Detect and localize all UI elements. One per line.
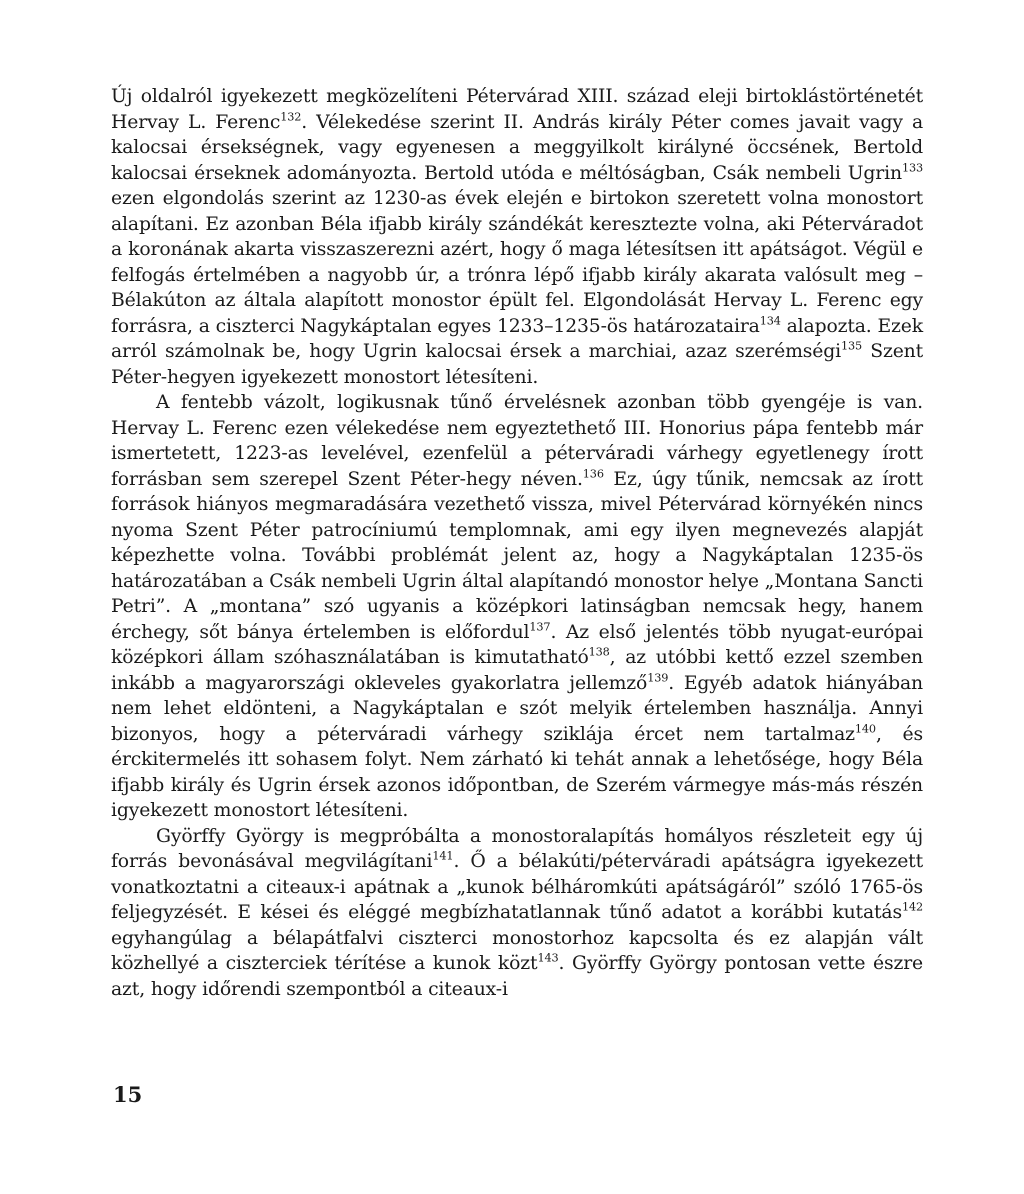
- footnote-ref-132: 132: [280, 110, 302, 124]
- text-run: . Az első jelentés több nyugat-európai középkori állam szóhasználatában is kimutatható: [111, 621, 923, 668]
- text-run: A fentebb vázolt, logikusnak tűnő érvelésnek azonban több gyengéje is van. Hervay L. Ferenc ezen vélekedése nem egyeztethető III. Honorius pápa fentebb már ismertetett, 1223-as levelével, ezenfelül a péterváradi várhegy egyetlenegy írott forrásban sem szerepel Szent Péter-hegy néven.: [111, 392, 923, 490]
- text-run: , és érckitermelés itt sohasem folyt. Nem zárható ki tehát annak a lehetősége, hogy Béla ifjabb király és Ugrin érsek azonos időpontban, de Szerém vármegye más-más részén igyekezett monostort létesíteni.: [111, 723, 923, 821]
- paragraph-1: [111, 84, 923, 390]
- page-number: 15: [113, 1082, 143, 1107]
- text-run: ezen elgondolás szerint az 1230-as évek elején e birtokon szeretett volna monostort alapítani. Ez azonban Béla ifjabb király szándékát keresztezte volna, aki Péterváradot a koronának akarta visszaszerezni azért, hogy ő maga létesítsen itt apátságot. Végül e felfogás értelmében a nagyobb úr, a trónra lépő ifjabb király akarata valósult meg – Bélakúton az általa alapított monostor épült fel. Elgondolását Hervay L. Ferenc egy forrásra, a ciszterci Nagykáptalan egyes 1233–1235-ös határozataira: [111, 188, 923, 337]
- text-run: Ez, úgy tűnik, nemcsak az írott források hiányos megmaradására vezethető vissza, mivel Pétervárad környékén nincs nyoma Szent Péter patrocíniumú templomnak, ami egy ilyen megnevezés alapját képezhette volna. További problémát jelent az, hogy a Nagykáptalan 1235-ös határozatában a Csák nembeli Ugrin által alapítandó monostor helye „Montana Sancti Petri”. A „montana” szó ugyanis a középkori latinságban nemcsak hegy, hanem érchegy, sőt bánya értelemben is előfordul: [111, 468, 923, 643]
- text-run: . Györffy György pontosan vette észre azt, hogy időrendi szempontból a citeaux-i: [111, 953, 923, 1000]
- footnote-ref-142: 142: [901, 900, 923, 914]
- paragraph-3: [111, 824, 923, 1003]
- paragraph-2: [111, 390, 923, 824]
- text-run: Szent Péter-hegyen igyekezett monostort létesíteni.: [111, 341, 924, 388]
- text-run: Györffy György is megpróbálta a monostoralapítás homályos részleteit egy új forrás bevonásával megvilágítani: [111, 825, 923, 872]
- footnote-ref-138: 138: [588, 645, 610, 659]
- footnote-ref-141: 141: [432, 849, 454, 863]
- footnote-ref-137: 137: [529, 620, 551, 634]
- footnote-ref-139: 139: [647, 671, 669, 685]
- body-text: [111, 84, 923, 1002]
- footnote-ref-136: 136: [582, 467, 604, 481]
- text-run: . Ő a bélakúti/péterváradi apátságra igyekezett vonatkoztatni a citeaux-i apátnak a „kunok bélháromkúti apátságáról” szóló 1765-ös feljegyzését. E kései és eléggé megbízhatatlannak tűnő adatot a korábbi kutatás: [111, 851, 923, 923]
- footnote-ref-134: 134: [759, 314, 781, 328]
- footnote-ref-135: 135: [840, 339, 862, 353]
- text-run: . Vélekedése szerint II. András király Péter comes javait vagy a kalocsai érsekségnek, vagy egyenesen a meggyilkolt királyné öccsének, Bertold kalocsai érseknek adományozta. Bertold utóda e méltóságban, Csák nembeli Ugrin: [111, 111, 923, 184]
- footnote-ref-140: 140: [854, 722, 876, 736]
- footnote-ref-133: 133: [901, 161, 923, 175]
- text-run: Új oldalról igyekezett megközelíteni Pétervárad XIII. század eleji birtoklástörténetét Hervay L. Ferenc: [111, 86, 923, 133]
- text-run: , az utóbbi kettő ezzel szemben inkább a magyarországi okleveles gyakorlatra jellemző: [111, 647, 923, 694]
- footnote-ref-143: 143: [537, 951, 559, 965]
- text-run: alapozta. Ezek arról számolnak be, hogy Ugrin kalocsai érsek a marchiai, azaz szerémségi: [111, 315, 923, 362]
- text-run: egyhangúlag a bélapátfalvi ciszterci monostorhoz kapcsolta és ez alapján vált közhellyé a ciszterciek térítése a kunok közt: [111, 927, 923, 974]
- text-run: . Egyéb adatok hiányában nem lehet eldönteni, a Nagykáptalan e szót melyik értelemben használja. Annyi bizonyos, hogy a péterváradi várhegy sziklája ércet nem tartalmaz: [111, 672, 923, 745]
